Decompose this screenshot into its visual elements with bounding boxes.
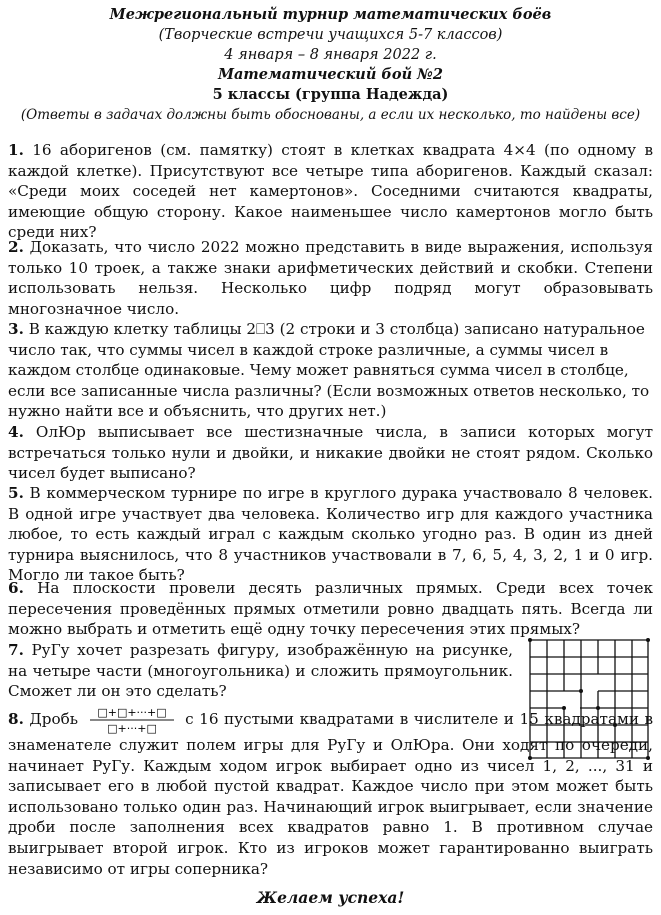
fraction-numerator: □+□+···+□ [96,706,167,719]
closing-wish: Желаем успеха! [256,888,405,907]
problem-number: 6. [8,579,24,597]
problem-7 [8,640,513,702]
tournament-subtitle: (Творческие встречи учащихся 5-7 классов) [158,27,503,43]
problem-4 [8,422,653,484]
problem-text: 16 аборигенов (см. памятку) стоят в клетках квадрата 4×4 (по одному в каждой клетке). Присутствуют все четыре типа аборигенов. Каждый сказал: «Среди моих соседей нет камертонов». Соседними считаются квадраты, имеющие общую сторону. Какое наименьшее число камертонов могло быть среди них? [8,141,653,242]
problem-8 [8,705,653,879]
problem-text: В каждую клетку таблицы 2⎕3 (2 строки и 3 столбца) записано натуральное число так, что суммы чисел в каждой строке различные, а суммы чисел в каждом столбце одинаковые. Чему может равняться сумма чисел в столбце, если все записанные числа различны? (Если возможных ответов несколько, то нужно найти все и объяснить, что других нет.) [8,320,650,421]
fraction-field [88,705,176,735]
problem-number: 5. [8,484,24,502]
problem-6 [8,578,653,640]
group-title: 5 классы (группа Надежда) [212,86,449,103]
problem-1 [8,140,653,243]
tournament-dates: 4 января – 8 января 2022 г. [224,47,437,63]
problem-number: 2. [8,238,24,256]
problem-number: 8. [8,710,24,728]
header-block [0,5,661,125]
problem-text: Доказать, что число 2022 можно представить в виде выражения, используя только 10 троек, а также знаки арифметических действий и скобки. Степени использовать нельзя. Несколько цифр подряд могут образовывать многозначное число. [8,238,654,318]
instructions-note: (Ответы в задачах должны быть обоснованы, а если их несколько, то найдены все) [20,107,641,123]
problem-number: 3. [8,320,24,338]
problem-text: с 16 пустыми квадратами в числителе и 15 квадратами в знаменателе служит полем игры для РуГу и ОлЮра. Они ходят по очереди, начинает РуГу. Каждым ходом игрок выбирает одно из чисел 1, 2, ..., 31 и записывает его в любой пустой квадрат. Каждое число при этом может быть использовано только один раз. Начинающий игрок выигрывает, если значение дроби после заполнения всех квадратов равно 1. В противном случае выигрывает второй игрок. Кто из игроков может гарантированно выиграть независимо от игры соперника? [8,710,654,878]
battle-title: Математический бой №2 [217,66,444,83]
problem-number: 4. [8,423,24,441]
problem-number: 7. [8,641,24,659]
tournament-title: Межрегиональный турнир математических боёв [109,6,552,23]
problem-2 [8,237,653,319]
fraction-denominator: □+···+□ [106,722,157,735]
problem-text-intro: Дробь [29,710,79,728]
problem-3 [8,319,653,422]
problem-text: В коммерческом турнире по игре в круглого дурака участвовало 8 человек. В одной игре участвует два человека. Количество игр для каждого участника любое, то есть каждый играл с каждым сколько угодно раз. В один из дней турнира выяснилось, что 8 участников участвовали в 7, 6, 5, 4, 3, 2, 1 и 0 игр. Могло ли такое быть? [8,484,654,585]
problem-number: 1. [8,141,24,159]
problem-text: РуГу хочет разрезать фигуру, изображённую на рисунке, на четыре части (многоугольника) и сложить прямоугольник. Сможет ли он это сделать? [8,641,514,701]
problem-text: ОлЮр выписывает все шестизначные числа, в записи которых могут встречаться только нули и двойки, и никакие двойки не стоят рядом. Сколько чисел будет выписано? [8,423,653,483]
problem-5 [8,483,653,586]
problem-text: На плоскости провели десять различных прямых. Среди всех точек пересечения проведённых прямых отметили ровно двадцать пять. Всегда ли можно выбрать и отметить ещё одну точку пересечения этих прямых? [8,579,653,639]
